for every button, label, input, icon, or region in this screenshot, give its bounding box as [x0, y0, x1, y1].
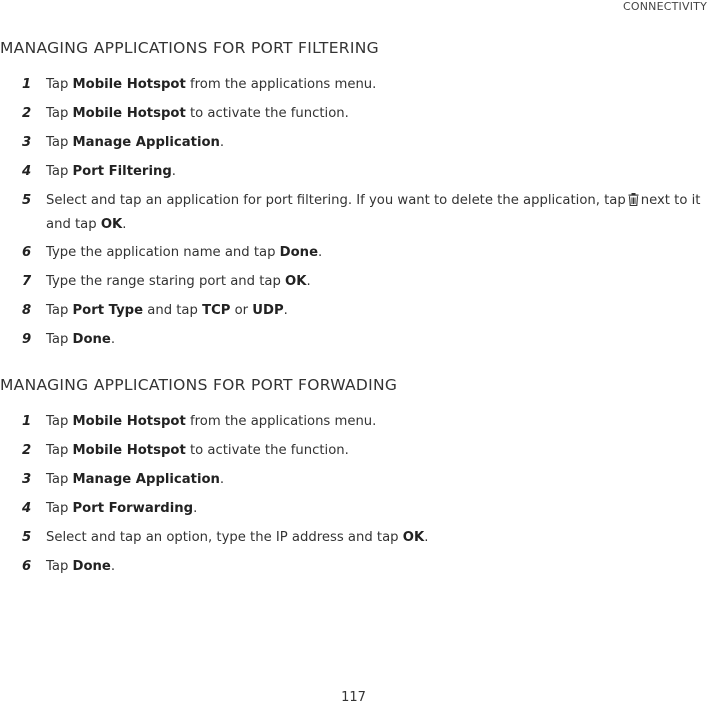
step: [0, 188, 707, 236]
trash-icon: [628, 192, 639, 214]
port-filtering-title: MANAGING APPLICATIONS FOR PORT FILTERING: [0, 39, 379, 57]
step-text-post: .: [122, 217, 127, 232]
step-text-post: from the applications menu.: [185, 77, 377, 92]
step: [0, 159, 707, 184]
step-text-pre: Tap: [46, 106, 73, 121]
step: [0, 240, 707, 265]
ui-term: OK: [402, 530, 425, 545]
step-text: [46, 77, 376, 92]
step-text-post: .: [318, 245, 323, 260]
step: [0, 72, 707, 97]
step-text-pre: Tap: [46, 414, 73, 429]
step-text: [46, 414, 376, 429]
step-text-post: .: [219, 472, 225, 487]
step-text: [46, 332, 115, 347]
step-text-post: .: [283, 303, 288, 318]
step-text-post: .: [424, 530, 429, 545]
step-number: 1: [22, 414, 32, 429]
step-text-pre: Tap: [46, 443, 73, 458]
port-forwarding-title: MANAGING APPLICATIONS FOR PORT FORWADING: [0, 376, 398, 394]
port-filtering-steps: [0, 72, 707, 352]
page-number: 117: [341, 690, 366, 705]
ui-term: OK: [100, 217, 123, 232]
step-number: 6: [22, 245, 32, 260]
step-text-mid: and tap: [143, 303, 203, 318]
step: [0, 525, 707, 550]
step-text: [46, 164, 176, 179]
port-filtering-section: [0, 38, 707, 352]
step-text-pre: Tap: [46, 164, 73, 179]
step-text: [46, 472, 224, 487]
step-text-pre: Select and tap an option, type the IP address and tap: [46, 530, 403, 545]
port-forwarding-section: [0, 375, 707, 579]
step-number: 1: [22, 77, 32, 92]
ui-term: Done: [72, 559, 111, 574]
step-text-post: .: [306, 274, 311, 289]
step-text: [46, 245, 322, 260]
step-number: 2: [22, 443, 32, 458]
step-text: [46, 530, 428, 545]
step-number: 2: [22, 106, 32, 121]
step-number: 9: [22, 332, 32, 347]
ui-term: Done: [72, 332, 111, 347]
step-text-pre: Type the range staring port and tap: [46, 274, 286, 289]
ui-term: OK: [285, 274, 307, 289]
step-text: [46, 135, 224, 150]
step-text-post: from the applications menu.: [185, 414, 377, 429]
ui-term: Manage Application: [72, 135, 220, 150]
step-text-post: .: [171, 164, 176, 179]
ui-term: UDP: [252, 303, 284, 318]
step: [0, 130, 707, 155]
step-number: 7: [22, 274, 32, 289]
step: [0, 101, 707, 126]
ui-term: TCP: [202, 303, 231, 318]
step-number: 4: [22, 164, 32, 179]
step-text: [46, 501, 197, 516]
step-text-post: to activate the function.: [185, 443, 349, 458]
step-text: [46, 303, 288, 318]
step-text: [46, 106, 349, 121]
step-number: 5: [22, 530, 32, 545]
step: [0, 298, 707, 323]
step-text-post: .: [110, 559, 116, 574]
step-text-post: to activate the function.: [185, 106, 349, 121]
ui-term: Manage Application: [72, 472, 220, 487]
ui-term: Mobile Hotspot: [72, 414, 186, 429]
step-text-pre: Tap: [46, 77, 73, 92]
step-text: [46, 559, 115, 574]
step-text: [46, 274, 311, 289]
step: [0, 269, 707, 294]
step-number: 6: [22, 559, 32, 574]
step-text-pre: Tap: [46, 472, 73, 487]
ui-term: Mobile Hotspot: [72, 77, 186, 92]
step-number: 3: [22, 472, 32, 487]
step-number: 3: [22, 135, 32, 150]
step-number: 5: [22, 193, 32, 208]
ui-term: Mobile Hotspot: [72, 106, 186, 121]
step: [0, 438, 707, 463]
step-text-pre: Tap: [46, 303, 73, 318]
section-header: CONNECTIVITY: [623, 0, 707, 13]
step: [0, 496, 707, 521]
ui-term: Port Filtering: [72, 164, 172, 179]
step-text-pre: Tap: [46, 135, 73, 150]
step-text-post: .: [110, 332, 116, 347]
step-number: 4: [22, 501, 32, 516]
step-text-pre: Select and tap an application for port filtering. If you want to delete the application, tap: [46, 193, 626, 208]
ui-term: Port Type: [72, 303, 144, 318]
port-forwarding-steps: [0, 409, 707, 579]
step: [0, 409, 707, 434]
ui-term: Done: [279, 245, 319, 260]
step-text-pre: Tap: [46, 332, 73, 347]
step-text-pre: Tap: [46, 559, 73, 574]
step-text-pre: Type the application name and tap: [46, 245, 280, 260]
ui-term: Mobile Hotspot: [72, 443, 186, 458]
step-text-pre: Tap: [46, 501, 73, 516]
step-text-mid: next to it and tap: [46, 193, 705, 232]
ui-term: Port Forwarding: [72, 501, 194, 516]
step-text-post: .: [219, 135, 225, 150]
step-text: [46, 443, 349, 458]
step-text: [46, 193, 705, 232]
step-text-post: .: [193, 501, 198, 516]
step: [0, 554, 707, 579]
step: [0, 467, 707, 492]
step-number: 8: [22, 303, 32, 318]
step: [0, 327, 707, 352]
step-text-mid: or: [230, 303, 253, 318]
